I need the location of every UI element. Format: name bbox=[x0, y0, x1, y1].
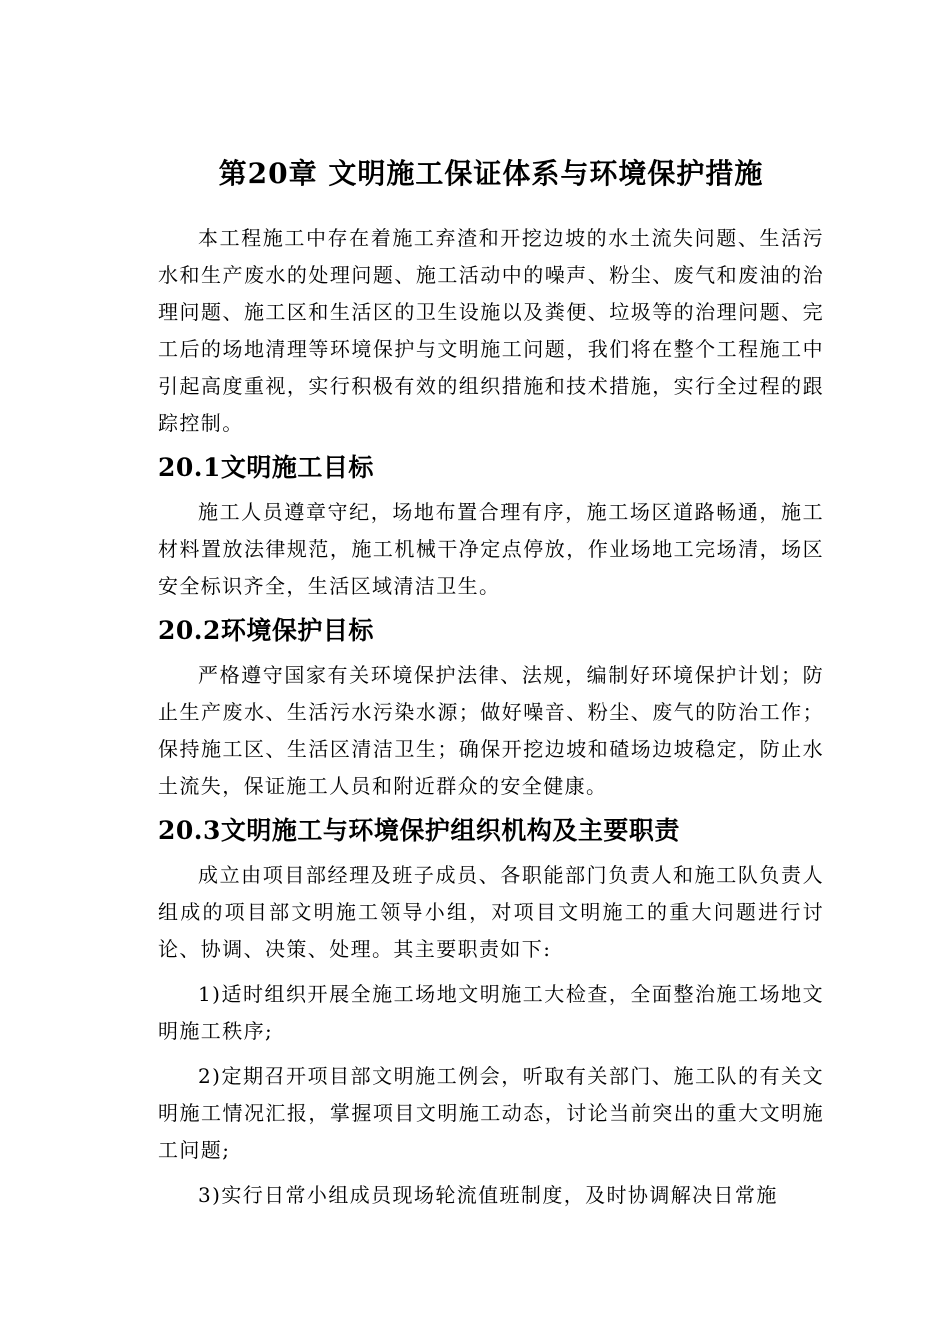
list-item: 1)适时组织开展全施工场地文明施工大检查，全面整治施工场地文明施工秩序; bbox=[158, 982, 824, 1043]
list-item: 3)实行日常小组成员现场轮流值班制度，及时协调解决日常施 bbox=[198, 1183, 778, 1207]
section-body-20-1: 施工人员遵章守纪，场地布置合理有序，施工场区道路畅通，施工材料置放法律规范，施工机械干净定点停放，作业场地工完场清，场区安全标识齐全，生活区域清洁卫生。 bbox=[158, 500, 824, 598]
chapter-title: 第20章 文明施工保证体系与环境保护措施 bbox=[218, 157, 764, 190]
section-body-20-2: 严格遵守国家有关环境保护法律、法规，编制好环境保护计划；防止生产废水、生活污水污染水源；做好噪音、粉尘、废气的防治工作；保持施工区、生活区清洁卫生；确保开挖边坡和碴场边坡稳定，防止水土流失，保证施工人员和附近群众的安全健康。 bbox=[158, 663, 824, 798]
section-body-20-3: 成立由项目部经理及班子成员、各职能部门负责人和施工队负责人组成的项目部文明施工领导小组，对项目文明施工的重大问题进行讨论、协调、决策、处理。其主要职责如下: bbox=[158, 863, 824, 961]
list-item: 2)定期召开项目部文明施工例会，听取有关部门、施工队的有关文明施工情况汇报，掌握项目文明施工动态，讨论当前突出的重大文明施工问题; bbox=[158, 1064, 824, 1162]
document-page bbox=[158, 140, 824, 1214]
intro-paragraph: 本工程施工中存在着施工弃渣和开挖边坡的水土流失问题、生活污水和生产废水的处理问题、施工活动中的噪声、粉尘、废气和废油的治理问题、施工区和生活区的卫生设施以及粪便、垃圾等的治理问题、完工后的场地清理等环境保护与文明施工问题，我们将在整个工程施工中引起高度重视，实行积极有效的组织措施和技术措施，实行全过程的跟踪控制。 bbox=[158, 226, 824, 435]
section-heading-20-3: 20.3文明施工与环境保护组织机构及主要职责 bbox=[158, 816, 680, 845]
section-heading-20-1: 20.1文明施工目标 bbox=[158, 453, 374, 482]
section-heading-20-2: 20.2环境保护目标 bbox=[158, 616, 374, 645]
